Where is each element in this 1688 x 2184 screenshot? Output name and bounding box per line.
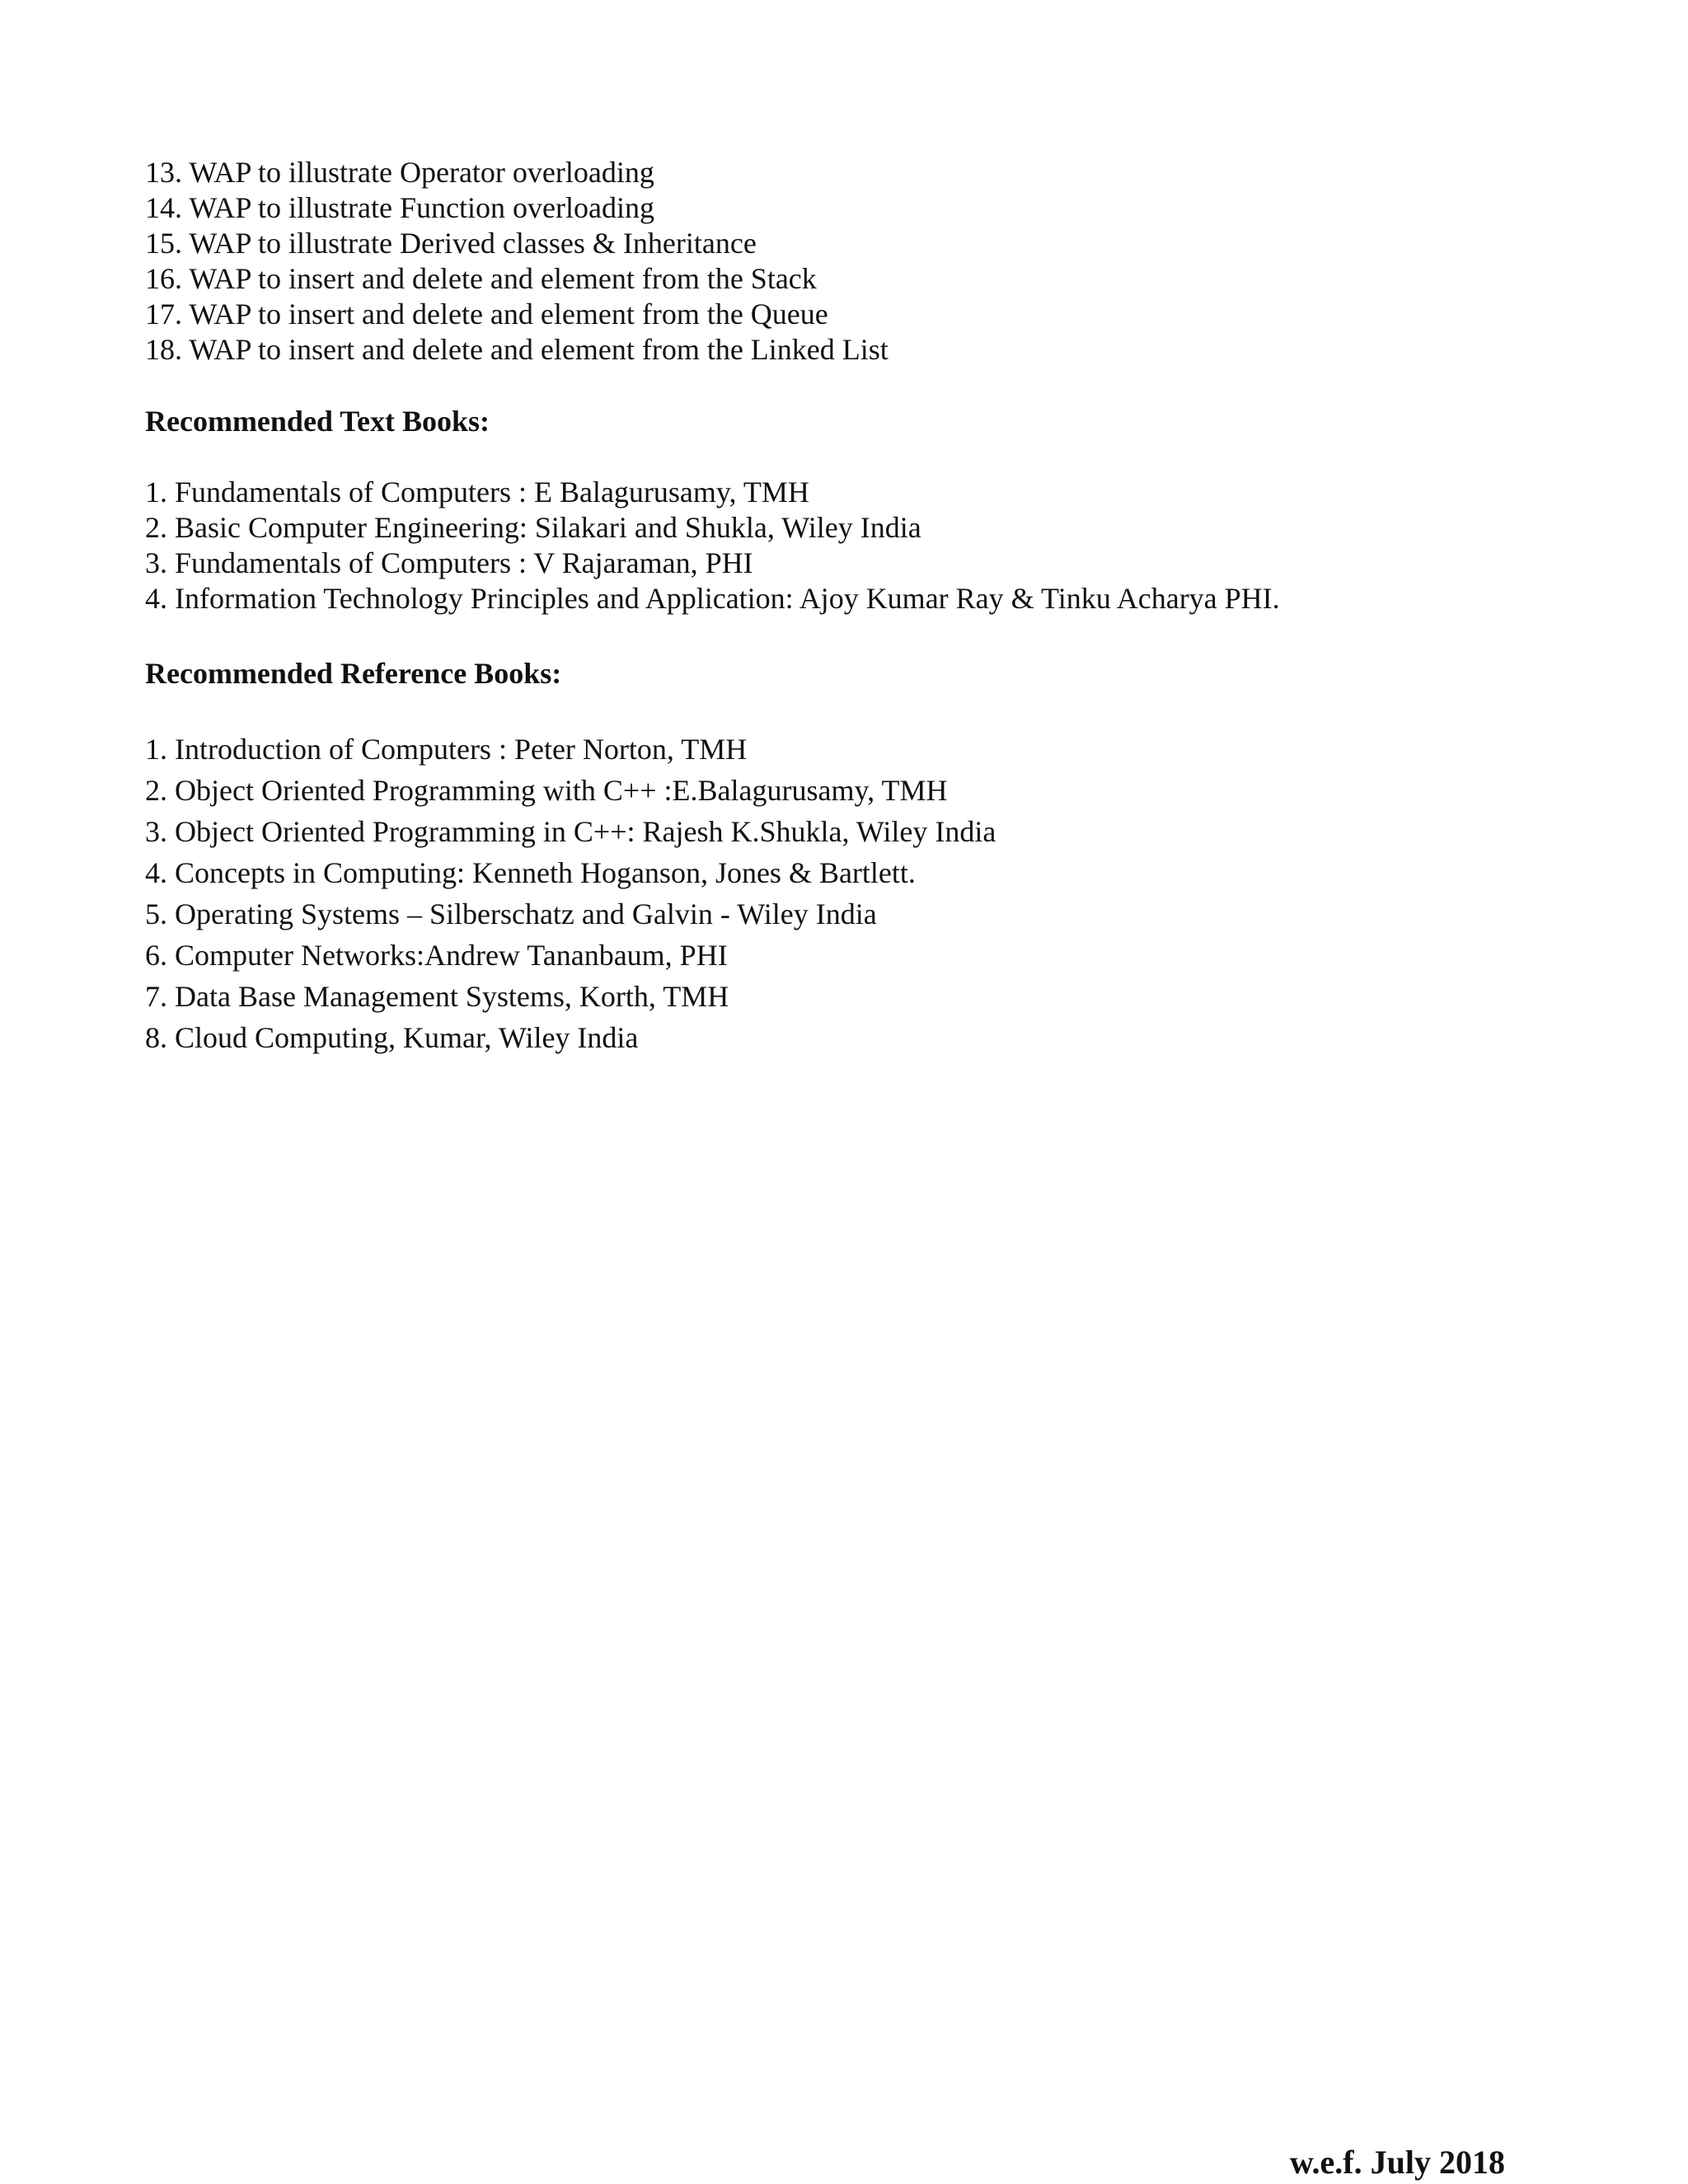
lab-program-list [145, 155, 1596, 368]
effective-date-footer: w.e.f. July 2018 [1289, 2144, 1505, 2181]
reference-books-list [145, 729, 1596, 1058]
list-item: 8. Cloud Computing, Kumar, Wiley India [145, 1021, 639, 1054]
list-item: 6. Computer Networks:Andrew Tananbaum, PHI [145, 939, 728, 972]
list-item: 5. Operating Systems – Silberschatz and Galvin - Wiley India [145, 898, 877, 930]
list-item: 2. Basic Computer Engineering: Silakari and Shukla, Wiley India [145, 511, 921, 544]
list-item: 17. WAP to insert and delete and element from the Queue [145, 298, 828, 330]
list-item: 13. WAP to illustrate Operator overloading [145, 156, 654, 189]
list-item: 18. WAP to insert and delete and element from the Linked List [145, 333, 889, 366]
list-item: 3. Fundamentals of Computers : V Rajaraman, PHI [145, 546, 753, 579]
list-item: 14. WAP to illustrate Function overloading [145, 191, 654, 224]
list-item: 15. WAP to illustrate Derived classes & Inheritance [145, 227, 757, 260]
list-item: 1. Fundamentals of Computers : E Balagurusamy, TMH [145, 476, 809, 509]
list-item: 4. Information Technology Principles and Application: Ajoy Kumar Ray & Tinku Acharya PHI. [145, 582, 1280, 615]
list-item: 7. Data Base Management Systems, Korth, TMH [145, 980, 729, 1013]
list-item: 4. Concepts in Computing: Kenneth Hoganson, Jones & Bartlett. [145, 856, 916, 889]
list-item: 16. WAP to insert and delete and element from the Stack [145, 262, 817, 295]
reference-books-heading: Recommended Reference Books: [145, 657, 562, 690]
list-item: 1. Introduction of Computers : Peter Norton, TMH [145, 733, 748, 766]
text-books-heading: Recommended Text Books: [145, 405, 490, 438]
text-books-list [145, 475, 1596, 616]
list-item: 3. Object Oriented Programming in C++: Rajesh K.Shukla, Wiley India [145, 815, 996, 848]
list-item: 2. Object Oriented Programming with C++ :E.Balagurusamy, TMH [145, 774, 948, 807]
